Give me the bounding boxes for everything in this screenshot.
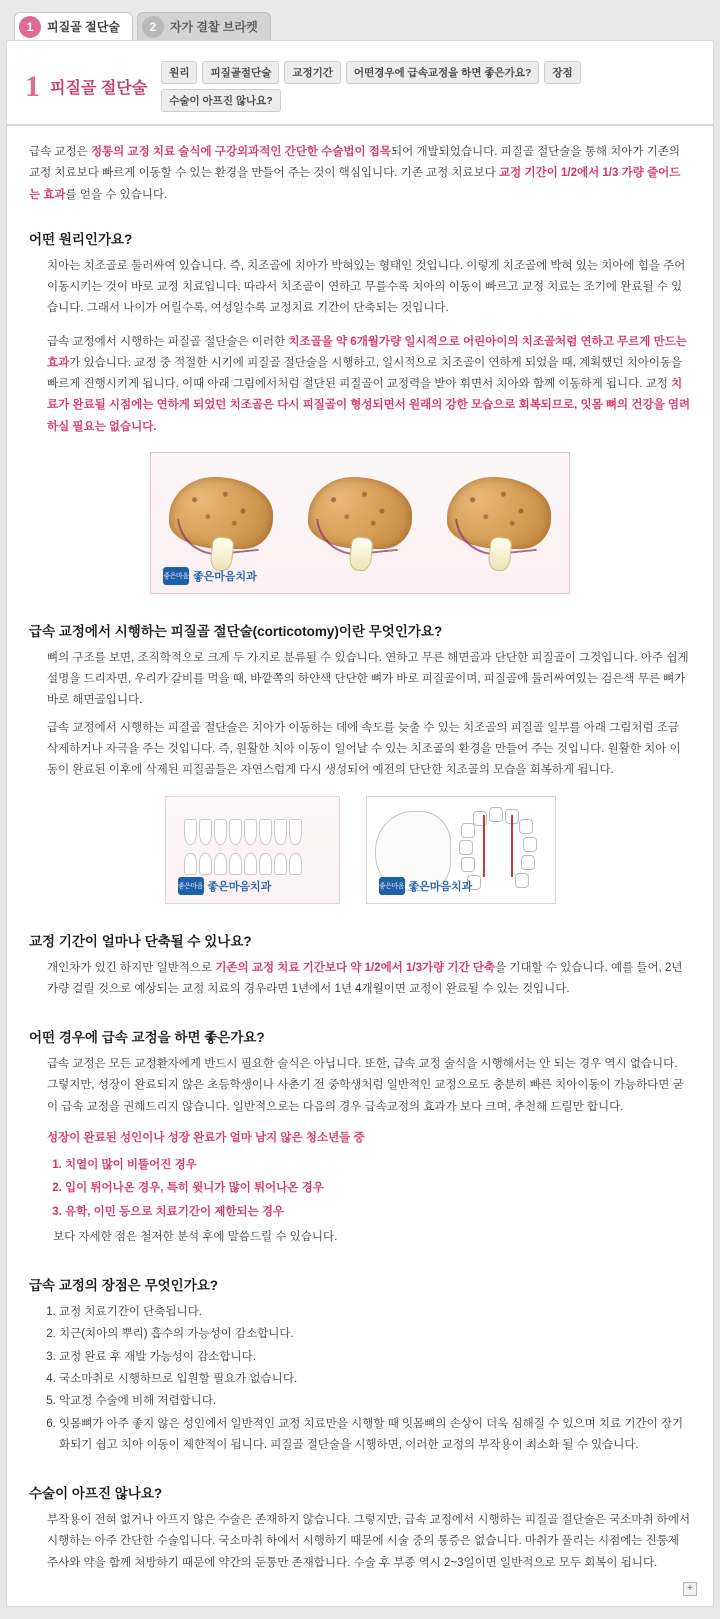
heading-principle: 어떤 원리인가요? [29, 231, 133, 247]
tooth-shape [488, 536, 513, 572]
principle-paragraph-1: 치아는 치조골로 둘러싸여 있습니다. 즉, 치조골에 치아가 박혀있는 형태인 것입니다. 이렇게 치조골에 박혀 있는 치아에 힘을 주어 이동시키는 것이 바로 교정 치료입니다. 따라서 치조골이 연하고 무를수록 치아의 이동이 빠르고 교정 치료는 조기에 완료될 수 있습니다. 그래서 나이가 어릴수록, 여성일수록 교정치료 기간이 단축되는 것입니다. [47, 259, 686, 315]
list-item: 1. 치열이 많이 비뚤어진 경우 [65, 1155, 691, 1176]
corticotomy-cut-line [511, 815, 513, 877]
figure-pair-wrap [29, 796, 691, 904]
arch-tooth [521, 855, 535, 870]
heading-when: 어떤 경우에 급속 교정을 하면 좋은가요? [29, 1030, 265, 1046]
jaw-illustration-1 [165, 471, 277, 575]
list-item: 2. 입이 튀어나온 경우, 특히 윗니가 많이 튀어나온 경우 [65, 1178, 691, 1199]
tab-self-ligating-bracket[interactable] [137, 12, 271, 40]
clinic-logo [379, 877, 473, 895]
tab-label: 자가 결찰 브라켓 [169, 20, 258, 34]
clinic-logo-mark: 좋은마음 [379, 877, 405, 895]
duration-highlight: 기존의 교정 치료 기간보다 약 1/2에서 1/3가량 기간 단축 [215, 961, 496, 974]
corticotomy-cut-line [483, 815, 485, 877]
tooth [274, 853, 287, 875]
intro-highlight-3: 가량 줄어드는 효과 [29, 167, 681, 201]
principle-text-b: 가 있습니다. 교정 중 적절한 시기에 피질골 절단술을 시행하고, 일시적으로 치조골이 연하게 되었을 때, 계획했던 치아이동을 빠르게 진행시키게 됩니다. 이때 아래 그림에서처럼 절단된 피질골이 교정력을 받아 휘면서 치아와 함께 이동하게 됩니다. 교정 [47, 356, 683, 391]
duration-text-b: 을 기대할 수 있습니다. 예를 들어, 2년가량 걸릴 것으로 예상되는 교정 치료의 경우라면 1년에서 1년 4개월이면 교정이 완료될 수 있는 것입니다. [47, 961, 683, 995]
tooth [289, 853, 302, 875]
list-item: 3. 교정 완료 후 재발 가능성이 감소합니다. [59, 1347, 691, 1368]
tooth [229, 853, 242, 875]
list-item: 5. 악교정 수술에 비해 저렴합니다. [59, 1391, 691, 1412]
tooth [259, 853, 272, 875]
arch-tooth [523, 837, 537, 852]
arch-tooth [459, 840, 473, 855]
heading-merits: 급속 교정의 장점은 무엇인가요? [29, 1278, 219, 1294]
arch-tooth [461, 857, 475, 872]
chip-when[interactable]: 어떤경우에 급속교정을 하면 좋은가요? [346, 61, 539, 84]
clinic-logo-text: 좋은마음치과 [193, 570, 257, 583]
list-item: 1. 교정 치료기간이 단축됩니다. [59, 1302, 691, 1323]
tooth [244, 853, 257, 875]
chip-duration[interactable]: 교정기간 [284, 61, 341, 84]
article-body [7, 142, 713, 1574]
tooth [214, 853, 227, 875]
figure-jaw-sequence-wrap [29, 452, 691, 594]
figure-jaw-sequence [150, 452, 570, 594]
expand-note-icon[interactable]: + [683, 1582, 697, 1596]
when-subtitle: 성장이 완료된 성인이나 성장 완료가 얼마 남지 않은 청소년들 중 [47, 1131, 365, 1144]
list-item: 3. 유학, 이민 등으로 치료기간이 제한되는 경우 [65, 1202, 691, 1223]
anchor-chip-list [161, 61, 695, 112]
duration-paragraph [29, 958, 691, 1001]
when-case-list [29, 1155, 691, 1223]
chip-principle[interactable]: 원리 [161, 61, 197, 84]
list-item: 2. 치근(치아의 뿌리) 흡수의 가능성이 감소합니다. [59, 1324, 691, 1345]
tooth [289, 819, 302, 845]
intro-text-c: 기존의 교정 치료보다 빠르게 이동할 수 있는 환경을 만들어 주는 것이 핵심입니다. 기존 교정 치료보다 [29, 146, 681, 180]
tooth [229, 819, 242, 845]
when-footer: 보다 자세한 점은 철저한 분석 후에 말씀드릴 수 있습니다. [53, 1230, 338, 1243]
arch-tooth [461, 823, 475, 838]
lower-teeth-row [184, 853, 302, 875]
clinic-logo-mark: 좋은마음 [178, 877, 204, 895]
arch-tooth [489, 807, 503, 822]
duration-text-a: 개인차가 있긴 하지만 일반적으로 [47, 961, 216, 974]
merits-list [29, 1302, 691, 1456]
clinic-logo-text: 좋은마음치과 [207, 880, 272, 893]
corticotomy-paragraph-2: 급속 교정에서 시행하는 피질골 절단술은 치아가 이동하는 데에 속도를 늦출 수 있는 치조골의 피질골 일부를 아래 그림처럼 조금 삭제하거나 자극을 주는 것입니다. 즉, 원활한 치아 이동이 일어날 수 있는 치조골의 환경을 만들어 주는 것입니다. 원활한 치아 이동이 완료된 이후에 삭제된 피질골들은 자연스럽게 다시 생성되어 예전의 단단한 치조골의 모습을 회복하게 됩니다. [47, 721, 681, 777]
tab-corticotomy[interactable] [14, 12, 133, 40]
tooth [274, 819, 287, 845]
principle-highlight-2: 치료가 완료될 시점에는 연하게 되었던 치조골은 다시 피질골이 형성되면서 원래의 강한 모습으로 회복되므로, 잇몸 뼈의 건강을 염려하실 필요는 없습니다. [47, 378, 691, 433]
when-paragraph: 급속 교정은 모든 교정환자에게 반드시 필요한 술식은 아닙니다. 또한, 급속 교정 술식을 시행해서는 안 되는 경우 역시 없습니다. 그렇지만, 성장이 완료되지 않은 초등학생이나 사춘기 전 중학생처럼 일반적인 교정으로도 충분히 빠른 치아이동이 가능하다면 굳이 급속 교정을 권해드리지 않습니다. 일반적으로는 다음의 경우 급속교정의 효과가 보다 크며, 추천해 드릴만 합니다. [47, 1058, 684, 1113]
tooth [184, 819, 197, 845]
tooth-shape [348, 536, 373, 572]
intro-text-b: 되어 개발되었습니다. 피질골 절단술을 통해 치아가 [391, 146, 644, 158]
principle-highlight-1: 치조골을 약 6개월가량 일시적으로 어린아이의 치조골처럼 연하고 무르게 만드는 효과 [47, 335, 687, 369]
tab-index-badge: 1 [19, 16, 41, 38]
section-number: 1 [25, 69, 40, 103]
figure-front-teeth [165, 796, 340, 904]
content-sheet [6, 40, 714, 1607]
heading-corticotomy: 급속 교정에서 시행하는 피질골 절단술(corticotomy)이란 무엇인가요? [29, 623, 443, 639]
arch-tooth [515, 873, 529, 888]
intro-paragraph [29, 142, 691, 206]
list-item: 6. 잇몸뼈가 아주 좋지 않은 성인에서 일반적인 교정 치료만을 시행할 때 잇몸뼈의 손상이 더욱 심해질 수 있으며 치료 기간이 장기화되기 쉽고 치아 이동이 제한적이 됩니다. 피질골 절단술을 시행하면, 이러한 교정의 부작용이 최소화 될 수 있습니다. [59, 1414, 691, 1457]
section-header [7, 55, 713, 126]
corticotomy-paragraph-1: 뼈의 구조를 보면, 조직학적으로 크게 두 가지로 분류될 수 있습니다. 연하고 무른 해면골과 단단한 피질골이 그것입니다. 아주 쉽게 설명을 드리자면, 우리가 갈비를 먹을 때, 바깥쪽의 하얀색 단단한 뼈가 바로 피질골이며, 피질골에 둘러싸여있는 검은색 무른 뼈가 바로 해면골입니다. [47, 651, 689, 707]
heading-pain: 수술이 아프진 않나요? [29, 1486, 163, 1502]
principle-text-a: 급속 교정에서 시행하는 피질골 절단술은 이러한 [47, 335, 289, 348]
tab-label: 피질골 절단술 [47, 20, 120, 34]
chip-pain[interactable]: 수술이 아프진 않나요? [161, 89, 281, 112]
tooth [214, 819, 227, 845]
tab-bar [0, 0, 720, 40]
principle-paragraph-2 [29, 332, 691, 438]
clinic-logo-mark: 좋은마음 [163, 567, 189, 585]
tooth [184, 853, 197, 875]
list-item: 4. 국소마취로 시행하므로 입원할 필요가 없습니다. [59, 1369, 691, 1390]
pain-paragraph: 부작용이 전혀 없거나 아프지 않은 수술은 존재하지 않습니다. 그렇지만, 급속 교정에서 시행하는 피질골 절단술은 국소마취 하에서 시행하는 아주 간단한 수술입니다. 국소마취 하에서 시행하기 때문에 시술 중의 통증은 없습니다. 마취가 풀리는 시점에는 진통제 주사와 약을 함께 처방하기 때문에 약간의 둔통만 존재합니다. 수술 후 부종 역시 2~3일이면 일반적으로 모두 회복이 됩니다. [47, 1514, 691, 1569]
tooth [199, 819, 212, 845]
figure-skull-and-arch [366, 796, 556, 904]
tooth [259, 819, 272, 845]
chip-merits[interactable]: 장점 [544, 61, 580, 84]
tab-index-badge: 2 [142, 16, 164, 38]
chip-corticotomy[interactable]: 피질골절단술 [202, 61, 279, 84]
upper-teeth-row [184, 819, 302, 845]
clinic-logo [163, 567, 257, 585]
page-title: 피질골 절단술 [50, 80, 148, 97]
tooth [244, 819, 257, 845]
jaw-illustration-3 [443, 471, 555, 575]
intro-highlight-2: 교정 기간이 1/2에서 1/3 [499, 167, 619, 180]
clinic-logo [178, 877, 272, 895]
heading-duration: 교정 기간이 얼마나 단축될 수 있나요? [29, 933, 252, 949]
intro-text-d: 를 얻을 수 있습니다. [65, 188, 168, 201]
jaw-illustration-2 [304, 471, 416, 575]
arch-tooth [519, 819, 533, 834]
intro-highlight-1: 정통의 교정 치료 술식에 구강외과적인 간단한 수술법이 접목 [90, 146, 392, 158]
intro-text-a: 급속 교정은 [29, 146, 91, 158]
clinic-logo-text: 좋은마음치과 [408, 880, 473, 893]
tooth [199, 853, 212, 875]
